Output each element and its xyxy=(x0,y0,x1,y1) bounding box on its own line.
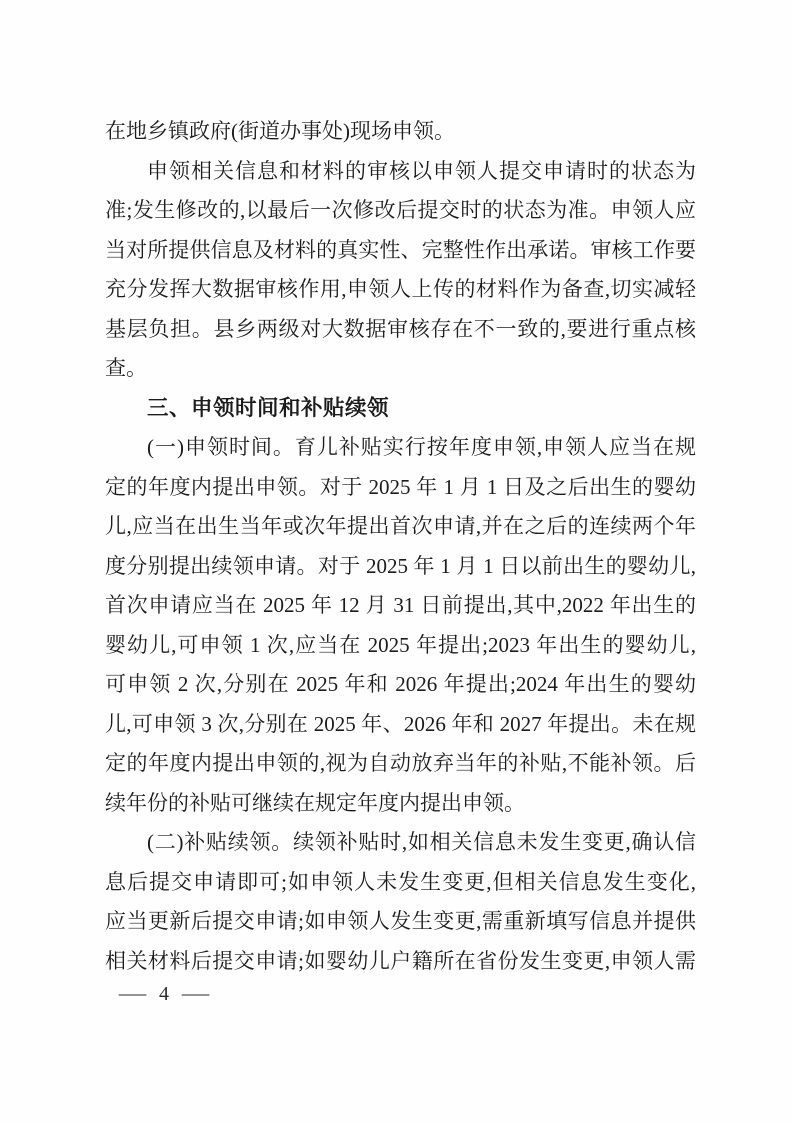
page-number: 4 xyxy=(159,983,169,1005)
text-line: 申领相关信息和材料的审核以申领人提交申请时的状态为 xyxy=(147,158,696,183)
text-line: 应当更新后提交申请;如申领人发生变更,需重新填写信息并提供 xyxy=(105,909,696,933)
text-line: 准;发生修改的,以最后一次修改后提交时的状态为准。申领人应 xyxy=(105,198,696,222)
text-line: (二)补贴续领。续领补贴时,如相关信息未发生变更,确认信 xyxy=(147,830,696,854)
text-line: 在地乡镇政府(街道办事处)现场申领。 xyxy=(105,119,455,143)
section-heading: 三、申领时间和补贴续领 xyxy=(147,395,390,420)
text-line: 查。 xyxy=(105,356,147,380)
page-number-footer xyxy=(118,980,210,1007)
text-line: 定的年度内提出申领的,视为自动放弃当年的补贴,不能补领。后 xyxy=(105,751,696,775)
text-line: 婴幼儿,可申领 1 次,应当在 2025 年提出;2023 年出生的婴幼儿, xyxy=(105,632,696,657)
text-line: (一)申领时间。育儿补贴实行按年度申领,申领人应当在规 xyxy=(147,435,696,459)
footer-dash-right: — xyxy=(181,981,210,1005)
text-line: 当对所提供信息及材料的真实性、完整性作出承诺。审核工作要 xyxy=(105,237,696,262)
text-line: 儿,应当在出生当年或次年提出首次申请,并在之后的连续两个年 xyxy=(105,514,696,538)
text-line: 定的年度内提出申领。对于 2025 年 1 月 1 日及之后出生的婴幼 xyxy=(105,474,696,499)
text-line: 度分别提出续领申请。对于 2025 年 1 月 1 日以前出生的婴幼儿, xyxy=(105,553,696,578)
footer-dash-left: — xyxy=(118,981,147,1005)
text-line: 充分发挥大数据审核作用,申领人上传的材料作为备查,切实减轻 xyxy=(105,277,696,301)
text-line: 可申领 2 次,分别在 2025 年和 2026 年提出;2024 年出生的婴幼 xyxy=(105,672,696,696)
text-line: 首次申请应当在 2025 年 12 月 31 日前提出,其中,2022 年出生的 xyxy=(105,593,696,617)
body-text xyxy=(105,112,696,981)
text-line: 基层负担。县乡两级对大数据审核存在不一致的,要进行重点核 xyxy=(105,316,696,341)
text-line: 儿,可申领 3 次,分别在 2025 年、2026 年和 2027 年提出。未在规 xyxy=(105,711,696,736)
text-line: 相关材料后提交申请;如婴幼儿户籍所在省份发生变更,申领人需 xyxy=(105,948,696,973)
text-line: 续年份的补贴可继续在规定年度内提出申领。 xyxy=(105,790,525,815)
text-line: 息后提交申请即可;如申领人未发生变更,但相关信息发生变化, xyxy=(105,869,696,894)
